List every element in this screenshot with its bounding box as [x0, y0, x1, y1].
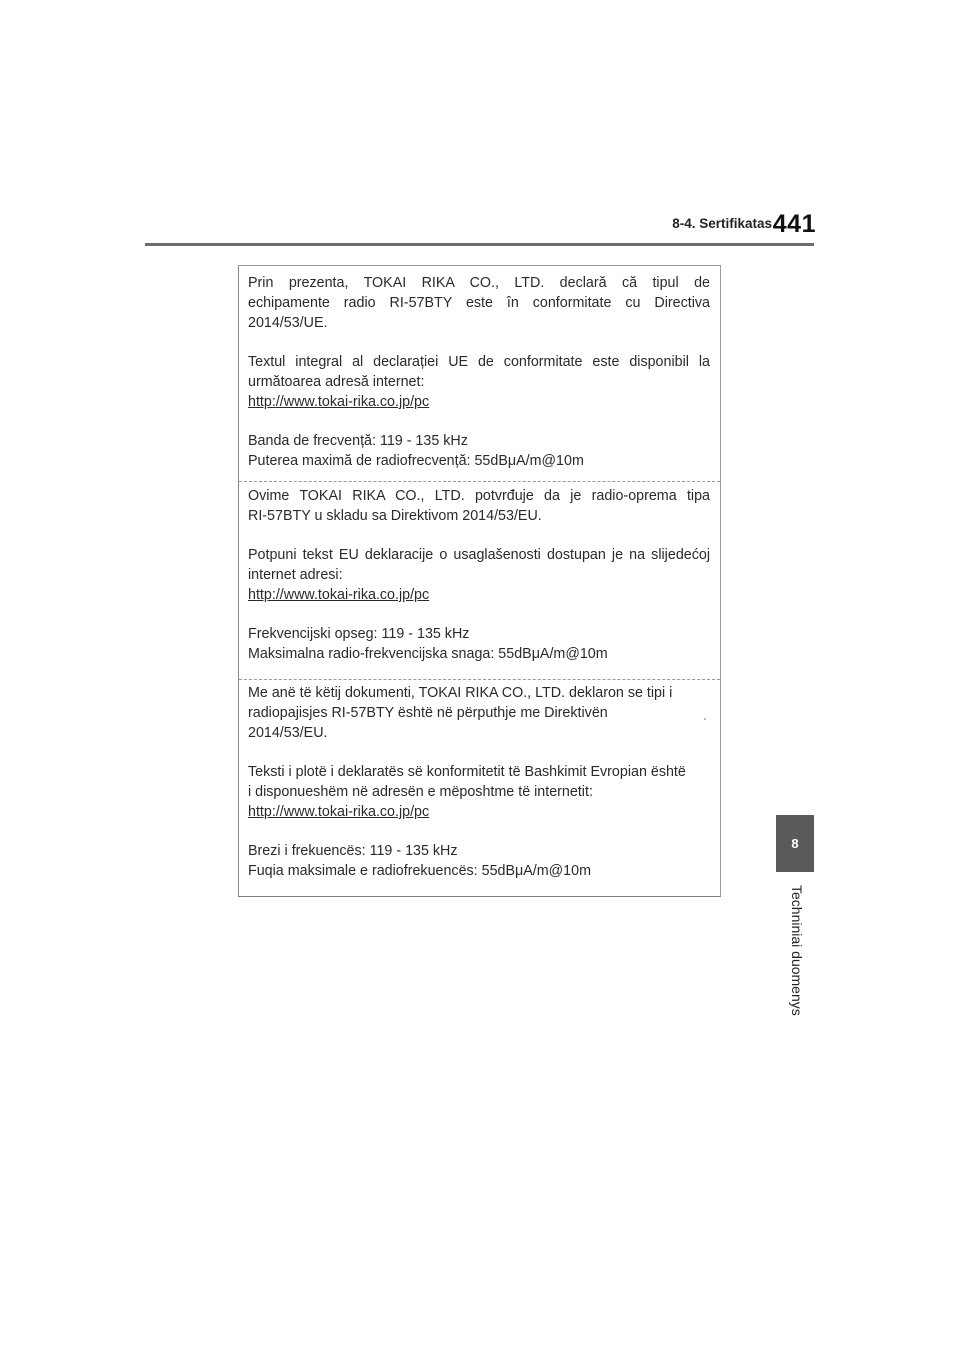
declaration-line: următoarea adresă internet: — [248, 374, 425, 390]
declaration-line: Potpuni tekst EU deklaracije o usaglašenosti dostupan je na slijedećoj — [248, 547, 710, 563]
declaration-line: internet adresi: — [248, 567, 343, 583]
declaration-line: 2014/53/EU. — [248, 725, 328, 741]
declaration-line: Ovime TOKAI RIKA CO., LTD. potvrđuje da je radio-oprema tipa — [248, 488, 710, 504]
declaration-box — [238, 265, 721, 897]
max-power: Puterea maximă de radiofrecvență: 55dBμA/m@10m — [248, 453, 584, 469]
declaration-line: RI-57BTY u skladu sa Direktivom 2014/53/EU. — [248, 508, 542, 524]
header-divider — [145, 243, 814, 246]
chapter-number: 8 — [791, 836, 799, 851]
declaration-line: Me anë të këtij dokumenti, TOKAI RIKA CO., LTD. deklaron se tipi i — [248, 685, 673, 701]
declaration-line: 2014/53/UE. — [248, 315, 328, 331]
section-divider — [239, 481, 720, 482]
chapter-tab — [776, 815, 814, 872]
frequency-band: Banda de frecvență: 119 - 135 kHz — [248, 433, 468, 449]
declaration-url-link[interactable]: http://www.tokai-rika.co.jp/pc — [248, 587, 430, 603]
declaration-line: radiopajisjes RI-57BTY është në përputhje me Direktivën — [248, 705, 608, 721]
max-power: Maksimalna radio-frekvencijska snaga: 55dBμA/m@10m — [248, 646, 608, 662]
declaration-croatian — [248, 486, 710, 664]
section-title: 8-4. Sertifikatas — [672, 216, 772, 231]
declaration-line: Teksti i plotë i deklaratës së konformitetit të Bashkimit Evropian është — [248, 764, 686, 780]
declaration-url-link[interactable]: http://www.tokai-rika.co.jp/pc — [248, 804, 430, 820]
max-power: Fuqia maksimale e radiofrekuencës: 55dBμA/m@10m — [248, 863, 591, 879]
declaration-albanian — [248, 683, 710, 881]
frequency-band: Frekvencijski opseg: 119 - 135 kHz — [248, 626, 470, 642]
frequency-band: Brezi i frekuencës: 119 - 135 kHz — [248, 843, 458, 859]
declaration-line: Prin prezenta, TOKAI RIKA CO., LTD. declară că tipul de — [248, 275, 710, 291]
chapter-title: Techniniai duomenys — [789, 885, 805, 1016]
declaration-line: i disponueshëm në adresën e mëposhtme të internetit: — [248, 784, 593, 800]
section-divider — [239, 679, 720, 680]
scan-speck — [704, 718, 706, 720]
page-number: 441 — [772, 210, 816, 238]
declaration-line: Textul integral al declarației UE de conformitate este disponibil la — [248, 354, 710, 370]
declaration-romanian — [248, 273, 710, 471]
declaration-line: echipamente radio RI-57BTY este în conformitate cu Directiva — [248, 295, 710, 311]
declaration-url-link[interactable]: http://www.tokai-rika.co.jp/pc — [248, 394, 430, 410]
